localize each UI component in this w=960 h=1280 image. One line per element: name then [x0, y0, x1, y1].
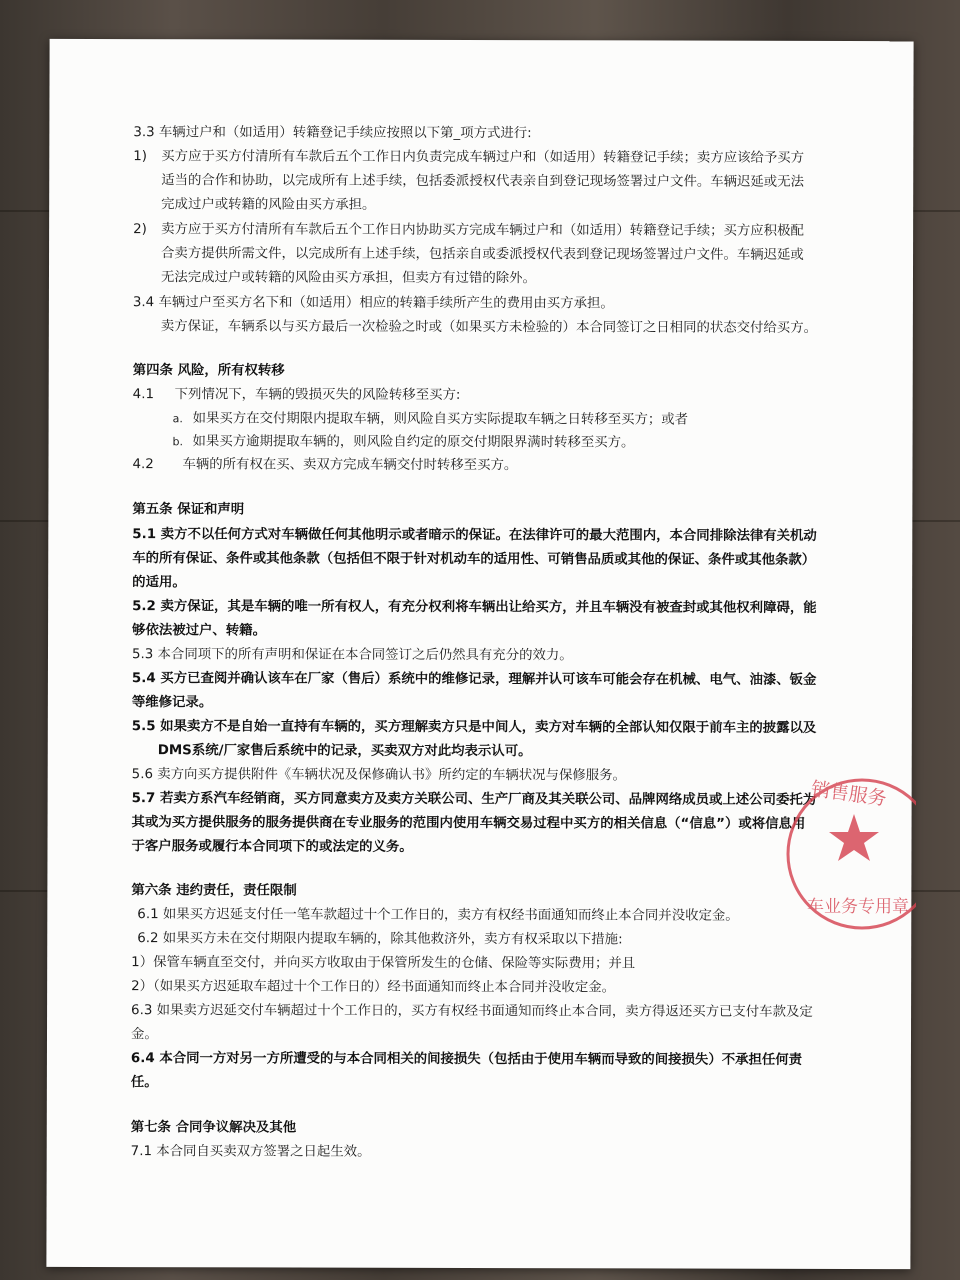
clause-5-4: 5.4 买方已查阅并确认该车在厂家（售后）系统中的维修记录，理解并认可该车可能会存在机械、电气、油漆、钣金: [131, 671, 817, 688]
clause-text: 卖方应于买方付清所有车款后五个工作日内协助买方完成车辆过户和（如适用）转籍登记手续；买方应积极配: [161, 222, 804, 239]
contract-text: [46, 39, 913, 1269]
clause-text: 其或为买方提供服务的服务提供商在专业服务的范围内使用车辆交易过程中买方的相关信息（“信息”）或将信息用: [131, 815, 806, 832]
clause-text: 完成过户或转籍的风险由买方承担。: [161, 197, 376, 213]
clause-text: DMS系统/厂家售后系统中的记录，买卖双方对此均表示认可。: [157, 743, 532, 760]
clause-text: 车辆的所有权在买、卖双方完成车辆交付时转移至买方。: [182, 457, 518, 474]
clause-text: 如果买方逾期提取车辆的，则风险自约定的原交付期限界满时转移至买方。: [192, 434, 635, 451]
clause-text: 于客户服务或履行本合同项下的或法定的义务。: [131, 839, 413, 855]
clause-6-1: 6.1 如果买方迟延支付任一笔车款超过十个工作日的，卖方有权经书面通知而终止本合同并没收定金。: [137, 907, 739, 924]
clause-6-3: 6.3 如果卖方迟延交付车辆超过十个工作日的，买方有权经书面通知而终止本合同，卖方得返还买方已支付车款及定: [131, 1003, 813, 1020]
clause-text: 车的所有保证、条件或其他条款（包括但不限于针对机动车的适用性、可销售品质或其他的保证、条件或其他条款）: [132, 551, 816, 568]
clause-text: 下列情况下，车辆的毁损灭失的风险转移至买方:: [174, 387, 461, 403]
item-number: 1): [133, 149, 148, 165]
clause-5-2: 5.2 卖方保证，其是车辆的唯一所有权人，有充分权利将车辆出让给买方，并且车辆没有被查封或其他权利障碍，能: [132, 599, 817, 616]
clause-text: 任。: [130, 1075, 158, 1091]
clause-5-7: 5.7 若卖方系汽车经销商，买方同意卖方及卖方关联公司、生产厂商及其关联公司、品牌网络成员或上述公司委托为: [131, 791, 817, 808]
clause-text: 适当的合作和协助，以完成所有上述手续，包括委派授权代表亲自到登记现场签署过户文件。车辆迟延或无法: [161, 173, 805, 190]
clause-6-4: 6.4 本合同一方对另一方所遭受的与本合同相关的间接损失（包括由于使用车辆而导致的间接损失）不承担任何责: [130, 1051, 803, 1068]
clause-text: 等维修记录。: [131, 695, 213, 711]
clause-3-3: 3.3 车辆过户和（如适用）转籍登记手续应按照以下第_项方式进行:: [133, 125, 532, 142]
clause-7-1: 7.1 本合同自买卖双方签署之日起生效。: [130, 1144, 371, 1160]
clause-text: 买方应于买方付清所有车款后五个工作日内负责完成车辆过户和（如适用）转籍登记手续；卖方应该给予买方: [161, 149, 805, 166]
item-number: 2): [133, 222, 147, 238]
seal-text-bottom: 车业务专用章: [807, 897, 909, 917]
sub-item-letter: b.: [172, 435, 184, 449]
clause-text: 合卖方提供所需文件，以完成所有上述手续，包括亲自或委派授权代表到登记现场签署过户文件。车辆迟延或: [161, 246, 804, 263]
item-number: 4.2: [132, 457, 154, 473]
clause-text: 金。: [130, 1027, 158, 1043]
clause-text: 2）（如果买方迟延取车超过十个工作日的）经书面通知而终止本合同并没收定金。: [131, 979, 616, 996]
clause-3-4: 3.4 车辆过户至买方名下和（如适用）相应的转籍手续所产生的费用由买方承担。: [132, 295, 614, 312]
item-number: 4.1: [132, 387, 154, 403]
company-seal-stamp: [766, 762, 916, 932]
seal-text-top: 销售服务: [809, 777, 889, 811]
clause-text: 够依法被过户、转籍。: [132, 623, 266, 639]
seal-star: [829, 814, 879, 861]
article-5-heading: 第五条 保证和声明: [132, 502, 245, 518]
clause-text: 无法完成过户或转籍的风险由买方承担，但卖方有过错的除外。: [160, 270, 536, 287]
clause-text: 1）保管车辆直至交付，并向买方收取由于保管所发生的仓储、保险等实际费用；并且: [131, 955, 636, 972]
article-4-heading: 第四条 风险，所有权转移: [132, 363, 285, 379]
clause-6-2: 6.2 如果买方未在交付期限内提取车辆的，除其他救济外，卖方有权采取以下措施:: [137, 931, 623, 948]
clause-text: 的适用。: [132, 575, 186, 591]
clause-5-5: 5.5 如果卖方不是自始一直持有车辆的，买方理解卖方只是中间人，卖方对车辆的全部认知仅限于前车主的披露以及: [131, 719, 817, 736]
article-6-heading: 第六条 违约责任，责任限制: [131, 883, 297, 899]
article-7-heading: 第七条 合同争议解决及其他: [130, 1120, 297, 1136]
contract-page: [46, 39, 913, 1269]
sub-item-letter: a.: [172, 412, 183, 426]
clause-5-1: 5.1 卖方不以任何方式对车辆做任何其他明示或者暗示的保证。在法律许可的最大范围内，本合同排除法律有关机动: [132, 527, 817, 544]
clause-5-3: 5.3 本合同项下的所有声明和保证在本合同签订之后仍然具有充分的效力。: [131, 647, 573, 664]
clause-text: 如果买方在交付期限内提取车辆，则风险自买方实际提取车辆之日转移至买方；或者: [192, 411, 689, 428]
clause-5-6: 5.6 卖方向买方提供附件《车辆状况及保修确认书》所约定的车辆状况与保修服务。: [131, 767, 626, 784]
clause-text: 卖方保证，车辆系以与买方最后一次检验之时或（如果买方未检验的）本合同签订之日相同的状态交付给买方。: [160, 319, 818, 336]
